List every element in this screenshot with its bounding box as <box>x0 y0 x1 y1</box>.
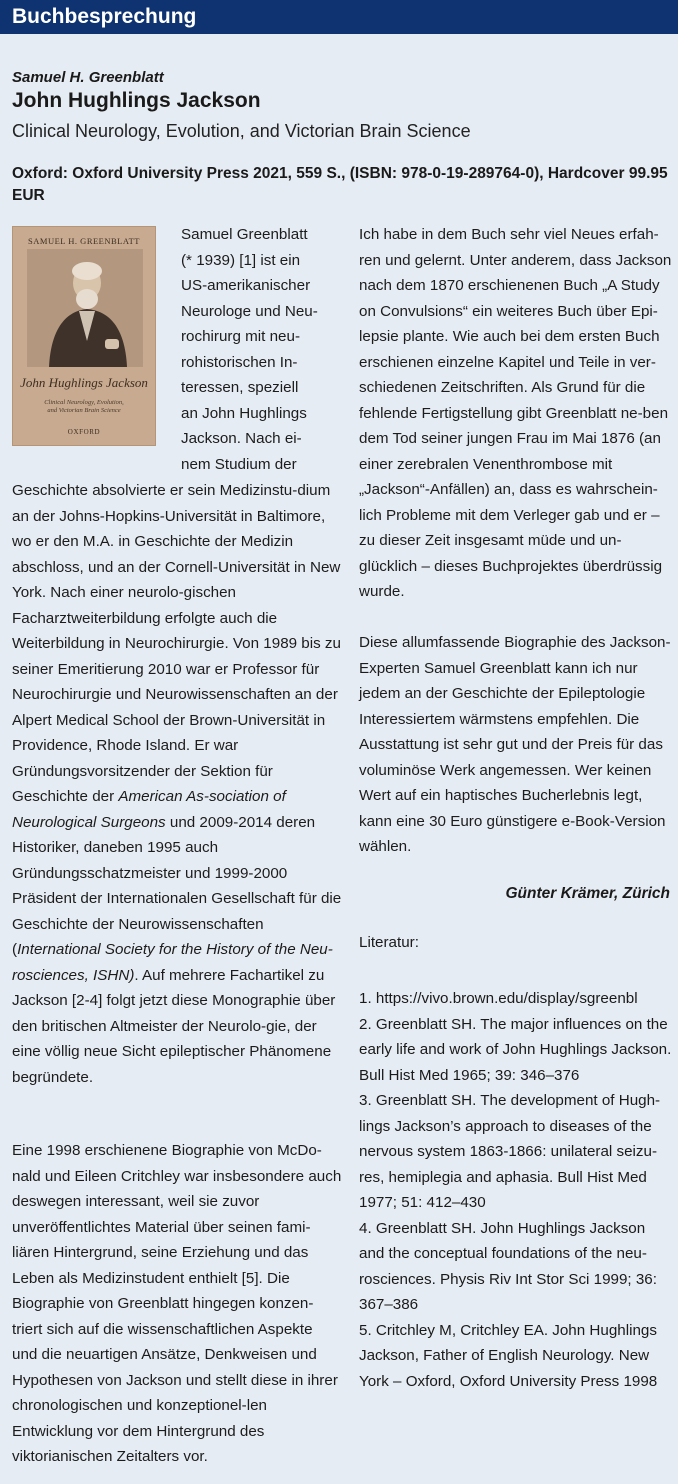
intro-line: an John Hughlings <box>181 404 307 422</box>
intro-line: rochirurg mit neu- <box>181 328 301 345</box>
bio-italic-ishn: International Society for the History of the Neu-rosciences, ISHN) <box>12 941 333 984</box>
reference-item: 2. Greenblatt SH. The major influences on the early life and work of John Hughlings Jackson. Bull Hist Med 1965; 39: 346–376 <box>359 1015 672 1084</box>
intro-line: Jackson. Nach ei- <box>181 430 302 447</box>
publication-info: Oxford: Oxford University Press 2021, 559 S., (ISBN: 978-0-19-289764-0), Hardcover 99.95 EUR <box>12 165 668 204</box>
cover-subtitle-line1: Clinical Neurology, Evolution, <box>44 399 124 406</box>
reference-item: 3. Greenblatt SH. The development of Hugh-lings Jackson’s approach to diseases of the nervous system 1863-1866: unilateral seizu-res, hemiplegia and aphasia. Bull Hist Med 1977; 51: 412–430 <box>359 1092 661 1211</box>
section-title: Buchbesprechung <box>12 5 197 28</box>
intro-line: rohistorischen In- <box>181 353 298 371</box>
bio-text: Geschichte absolvierte er sein Medizinstu-dium an der Johns-Hopkins-Universität in Baltimore, wo er den M.A. in Geschichte der Medizin abschloss, und an der Cornell-Universität in New York. Nach einer neurolo-gischen Facharztweiterbildung erfolgte auch die Weiterbildung in Neurochirurgie. Von 1989 bis zu seiner Emeritierung 2010 war er Professor für Neurochirurgie und Neurowissenschaften an der Alpert Medical School der Brown-Universität in Providence, Rhode Island. Er war Gründungsvorsitzender der Sektion für Geschichte der <box>12 482 341 805</box>
cover-subtitle-line2: and Victorian Brain Science <box>47 407 121 414</box>
reviewer-signature: Günter Krämer, Zürich <box>505 885 670 902</box>
book-author: Samuel H. Greenblatt <box>12 69 164 86</box>
bio-text: . Auf mehrere Fachartikel zu Jackson [2-4] folgt jetzt diese Monographie über den britischen Altmeister der Neurolo-gie, der eine völlig neue Sicht epileptischer Phänomene begründete. <box>12 966 336 1086</box>
cover-author: SAMUEL H. GREENBLATT <box>28 236 140 246</box>
cover-title: John Hughlings Jackson <box>20 375 148 390</box>
intro-line: nem Studium der <box>181 455 297 473</box>
intro-line: Neurologe und Neu- <box>181 302 318 320</box>
paragraph-comparison: Eine 1998 erschienene Biographie von McDo-nald und Eileen Critchley war insbesondere auch deswegen interessant, weil sie zuvor unveröffentlichtes Material über seinen fami-liären Hintergrund, seine Erziehung und das Leben als Medizinstudent enthielt [5]. Die Biographie von Greenblatt hingegen konzen-triert sich auf die wissenschaftlichen Aspekte und die neuartigen Ansätze, Denkweisen und Hypothesen von Jackson und stellt diese in ihrer chronologischen und konzeptionel-len Entwicklung vor dem Hintergrund des viktorianischen Zeitalters vor. <box>12 1142 342 1465</box>
cover-publisher: OXFORD <box>67 428 101 436</box>
intro-line: teressen, speziell <box>181 379 299 396</box>
book-subtitle: Clinical Neurology, Evolution, and Victorian Brain Science <box>12 121 471 141</box>
intro-line: US-amerikanischer <box>181 277 311 294</box>
bio-italic-aans: American As-sociation of Neurological Surgeons <box>12 788 286 831</box>
cover-subtitle <box>13 399 155 415</box>
book-title: John Hughlings Jackson <box>12 89 261 112</box>
reference-item: 5. Critchley M, Critchley EA. John Hughlings Jackson, Father of English Neurology. New York – Oxford, Oxford University Press 1998 <box>359 1321 658 1390</box>
book-cover-image <box>12 226 156 446</box>
paragraph-biography <box>12 478 342 1090</box>
literature-heading: Literatur: <box>359 934 419 951</box>
paragraph-new-insights: Ich habe in dem Buch sehr viel Neues erfah-ren und gelernt. Unter anderem, dass Jackson nach dem 1870 erschienenen Buch „A Study on Convulsions“ ein weiteres Buch über Epi-lepsie plante. Wie auch bei dem ersten Buch erschienen einzelne Kapitel und Teile in ver-schiedenen Zeitschriften. Als Grund für die fehlende Fertigstellung gibt Greenblatt ne-ben dem Tod seiner jungen Frau im Mai 1876 (an einer zerebralen Venenthrombose mit „Jackson“-Anfällen) an, dass es wahrschein-lich Probleme mit dem Verleger gab und er – zu dieser Zeit insgesamt müde und un-glücklich – dieses Buchprojektes überdrüssig wurde. <box>359 226 672 600</box>
reference-list <box>359 986 674 1394</box>
section-header <box>0 0 678 34</box>
paragraph-recommendation: Diese allumfassende Biographie des Jackson-Experten Samuel Greenblatt kann ich nur jedem an der Geschichte der Epileptologie Interessiertem wärmstens empfehlen. Die Ausstattung ist sehr gut und der Preis für das voluminöse Werk angemessen. Wer keinen Wert auf ein haptisches Bucherlebnis legt, kann eine 30 Euro günstigere e-Book-Version wählen. <box>359 634 671 855</box>
reference-item: 4. Greenblatt SH. John Hughlings Jackson and the conceptual foundations of the neu-rosciences. Physis Riv Int Stor Sci 1999; 36: 367–386 <box>359 1219 657 1313</box>
intro-line: Samuel Greenblatt <box>181 226 308 243</box>
bio-text: und 2009-2014 deren Historiker, daneben 1995 auch Gründungsschatzmeister und 1999-2000 Präsident der Internationalen Gesellschaft für die Geschichte der Neurowissenschaften ( <box>12 813 342 958</box>
portrait-illustration <box>27 249 143 367</box>
intro-line: (* 1939) [1] ist ein <box>181 251 301 269</box>
intro-lines <box>181 222 341 477</box>
reference-item: 1. https://vivo.brown.edu/display/sgreenbl <box>359 990 638 1007</box>
